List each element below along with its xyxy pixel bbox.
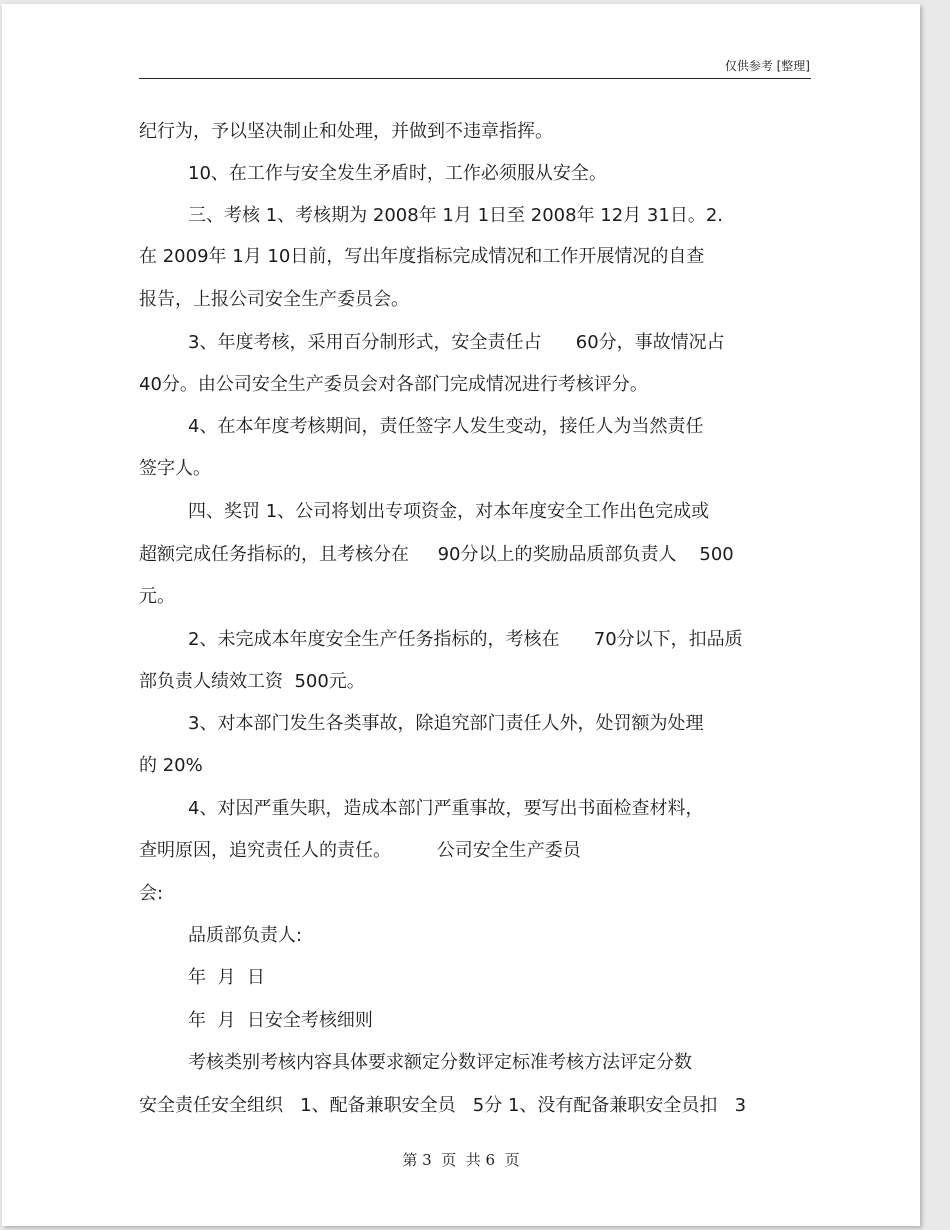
text-line: 纪行为，予以坚决制止和处理，并做到不违章指挥。 — [139, 121, 553, 142]
text-line: 在 2009年 1月 10日前，写出年度指标完成情况和工作开展情况的自查 — [139, 246, 705, 267]
text-line: 品质部负责人: — [188, 925, 303, 946]
page-footer: 第 3 页 共 6 页 — [402, 1151, 520, 1169]
text-line: 4、在本年度考核期间，责任签字人发生变动，接任人为当然责任 — [188, 416, 704, 437]
text-line: 部负责人绩效工资 500元。 — [139, 671, 365, 692]
text-line: 安全责任安全组织 1、配备兼职安全员 5分 1、没有配备兼职安全员扣 3 — [139, 1095, 747, 1116]
text-line: 4、对因严重失职，造成本部门严重事故，要写出书面检查材料， — [188, 798, 704, 819]
header-rule — [139, 78, 811, 79]
text-line: 四、奖罚 1、公司将划出专项资金，对本年度安全工作出色完成或 — [188, 501, 710, 522]
text-line: 年 月 日 — [188, 967, 265, 988]
text-line: 10、在工作与安全发生矛盾时，工作必须服从安全。 — [188, 163, 607, 184]
text-line: 元。 — [139, 586, 175, 607]
text-line: 的 20% — [139, 755, 203, 776]
document-page — [2, 4, 920, 1226]
text-line: 2、未完成本年度安全生产任务指标的，考核在 70分以下，扣品质 — [188, 629, 743, 650]
text-line: 考核类别考核内容具体要求额定分数评定标准考核方法评定分数 — [188, 1052, 692, 1073]
text-line: 报告，上报公司安全生产委员会。 — [139, 289, 409, 310]
text-line: 会: — [139, 883, 164, 904]
text-line: 40分。由公司安全生产委员会对各部门完成情况进行考核评分。 — [139, 374, 648, 395]
text-line: 签字人。 — [139, 458, 211, 479]
text-line: 3、对本部门发生各类事故，除追究部门责任人外，处罚额为处理 — [188, 713, 704, 734]
page-header: 仅供参考 [整理] — [724, 59, 810, 73]
text-line: 超额完成任务指标的，且考核分在 90分以上的奖励品质部负责人 500 — [139, 544, 734, 565]
text-line: 年 月 日安全考核细则 — [188, 1010, 373, 1031]
text-line: 三、考核 1、考核期为 2008年 1月 1日至 2008年 12月 31日。2. — [188, 205, 724, 226]
text-line: 查明原因，追究责任人的责任。 公司安全生产委员 — [139, 840, 581, 861]
text-line: 3、年度考核，采用百分制形式，安全责任占 60分，事故情况占 — [188, 332, 725, 353]
